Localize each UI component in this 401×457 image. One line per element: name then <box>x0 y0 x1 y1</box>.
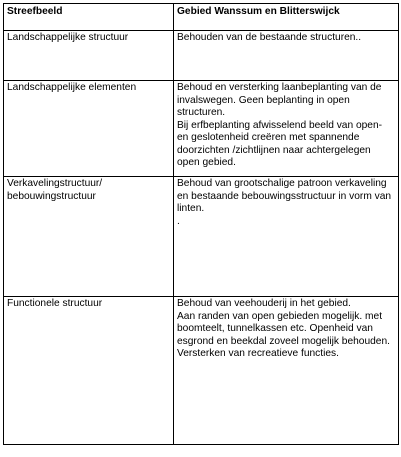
table-row <box>4 297 399 445</box>
row-description <box>174 81 399 177</box>
table-row <box>4 81 399 177</box>
column-header-gebied: Gebied Wanssum en Blitterswijck <box>174 4 399 31</box>
row-label <box>4 297 174 445</box>
table-row <box>4 31 399 81</box>
table-header-row <box>4 4 399 31</box>
row-description-text: Behoud en versterking laanbeplanting van de invalswegen. Geen beplanting in open structuren. Bij erfbeplanting afwisselend beeld van open- en geslotenheid creëren met spannende doorzichten /zichtlijnen naar achtergelegen open gebied. <box>177 82 383 168</box>
row-description-text: Behoud van veehouderij in het gebied. Aan randen van open gebieden mogelijk. met boomteelt, tunnelkassen etc. Openheid van esgrond en beekdal zoveel mogelijk behouden. Versterken van recreatieve functies. <box>177 298 390 359</box>
row-label <box>4 177 174 297</box>
row-label-text: Landschappelijke structuur <box>7 32 129 43</box>
row-label <box>4 81 174 177</box>
row-label <box>4 31 174 81</box>
row-description <box>174 31 399 81</box>
row-description <box>174 297 399 445</box>
row-label-text: Landschappelijke elementen <box>7 82 137 93</box>
column-header-streefbeeld: Streefbeeld <box>4 4 174 31</box>
row-description <box>174 177 399 297</box>
row-label-text: Verkavelingstructuur/ bebouwingstructuur <box>7 178 103 202</box>
row-description-text: Behouden van de bestaande structuren.. <box>177 32 362 43</box>
streefbeeld-table <box>3 3 399 445</box>
row-label-text: Functionele structuur <box>7 298 103 309</box>
table-row <box>4 177 399 297</box>
row-description-text: Behoud van grootschalige patroon verkaveling en bestaande bebouwingsstructuur in vorm van linten. . <box>177 178 392 227</box>
